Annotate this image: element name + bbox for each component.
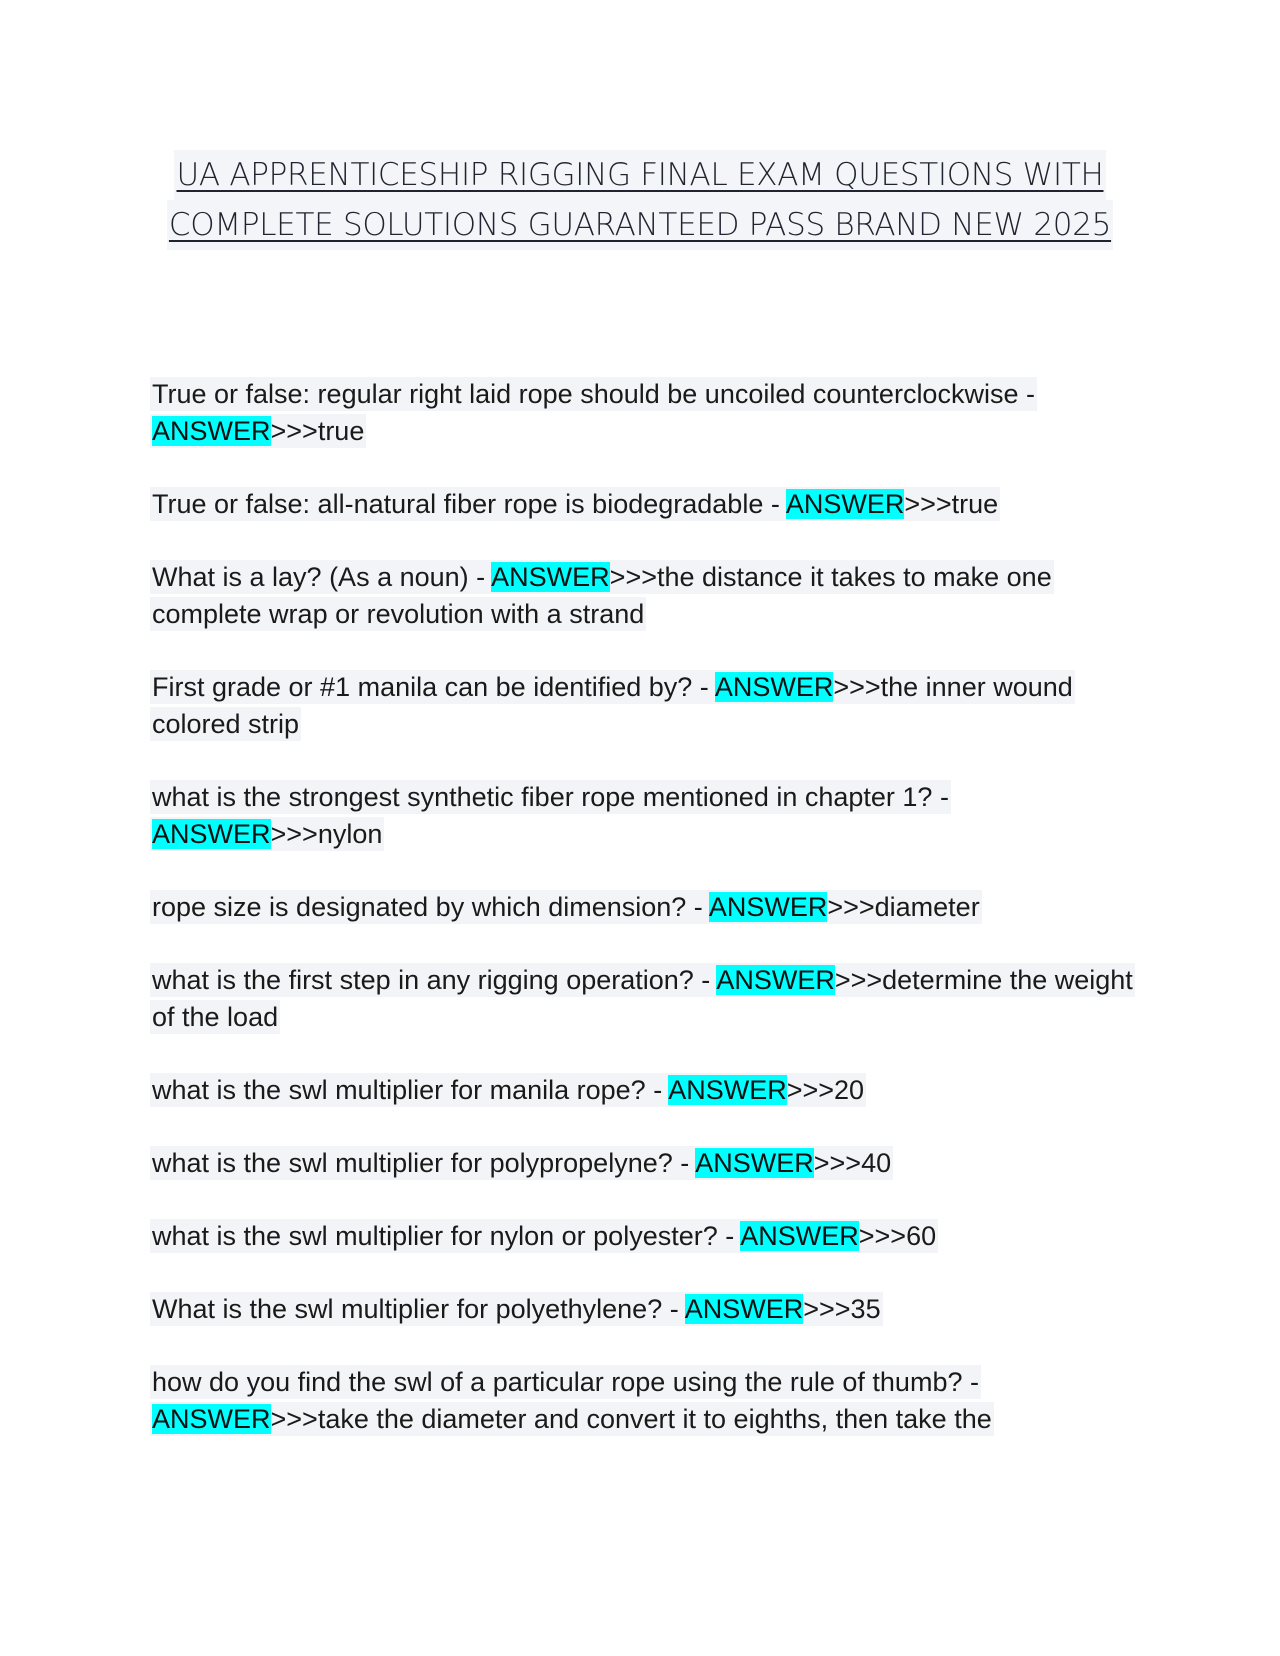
answer-text: >>>diameter: [827, 892, 980, 922]
question-text: What is a lay? (As a noun) -: [152, 562, 486, 592]
answer-text: >>>true: [904, 489, 999, 519]
answer-text: >>>the inner wound colored strip: [152, 672, 1073, 739]
answer-text: >>>35: [803, 1294, 881, 1324]
qa-item-12: [150, 1364, 1140, 1438]
answer-text: >>>60: [858, 1221, 937, 1251]
answer-text: >>>20: [786, 1075, 865, 1105]
title-line-1: UA APPRENTICESHIP RIGGING FINAL EXAM QUESTIONS WITH: [174, 150, 1105, 200]
answer-label: ANSWER: [695, 1148, 814, 1178]
qa-item-6: [150, 889, 1140, 926]
question-text: what is the strongest synthetic fiber rope mentioned in chapter 1? -: [152, 782, 949, 812]
answer-label: ANSWER: [684, 1294, 804, 1324]
title-line-2: COMPLETE SOLUTIONS GUARANTEED PASS BRAND NEW 2025: [167, 200, 1113, 250]
answer-label: ANSWER: [708, 892, 828, 922]
qa-item-5: [150, 779, 1140, 853]
answer-text: >>>nylon: [270, 819, 383, 849]
answer-label: ANSWER: [668, 1075, 787, 1105]
qa-item-10: [150, 1218, 1140, 1255]
answer-label: ANSWER: [714, 672, 834, 702]
qa-item-3: [150, 559, 1140, 633]
question-text: rope size is designated by which dimension? -: [152, 892, 703, 922]
question-text: What is the swl multiplier for polyethylene? -: [152, 1294, 679, 1324]
qa-item-9: [150, 1145, 1140, 1182]
answer-label: ANSWER: [740, 1221, 859, 1251]
question-text: what is the swl multiplier for polypropelyne? -: [152, 1148, 690, 1178]
answer-text: >>>40: [813, 1148, 892, 1178]
answer-label: ANSWER: [152, 1404, 271, 1434]
qa-list: [150, 376, 1140, 1438]
qa-item-8: [150, 1072, 1140, 1109]
question-text: how do you find the swl of a particular rope using the rule of thumb? -: [152, 1367, 979, 1397]
qa-item-1: [150, 376, 1140, 450]
question-text: True or false: all-natural fiber rope is biodegradable -: [152, 489, 780, 519]
answer-label: ANSWER: [785, 489, 905, 519]
answer-text: >>>the distance it takes to make one complete wrap or revolution with a strand: [152, 562, 1052, 629]
answer-label: ANSWER: [491, 562, 610, 592]
qa-item-4: [150, 669, 1140, 743]
answer-text: >>>determine the weight of the load: [152, 965, 1133, 1032]
question-text: what is the swl multiplier for manila rope? -: [152, 1075, 663, 1105]
qa-item-2: [150, 486, 1140, 523]
answer-label: ANSWER: [716, 965, 835, 995]
document-title: [150, 150, 1130, 250]
question-text: what is the first step in any rigging operation? -: [152, 965, 711, 995]
qa-item-11: [150, 1291, 1140, 1328]
question-text: First grade or #1 manila can be identified by? -: [152, 672, 709, 702]
question-text: what is the swl multiplier for nylon or polyester? -: [152, 1221, 735, 1251]
answer-text: >>>true: [270, 416, 365, 446]
question-text: True or false: regular right laid rope should be uncoiled counterclockwise -: [152, 379, 1035, 409]
answer-label: ANSWER: [152, 416, 271, 446]
qa-item-7: [150, 962, 1140, 1036]
answer-text: >>>take the diameter and convert it to eighths, then take the: [270, 1404, 992, 1434]
answer-label: ANSWER: [152, 819, 271, 849]
